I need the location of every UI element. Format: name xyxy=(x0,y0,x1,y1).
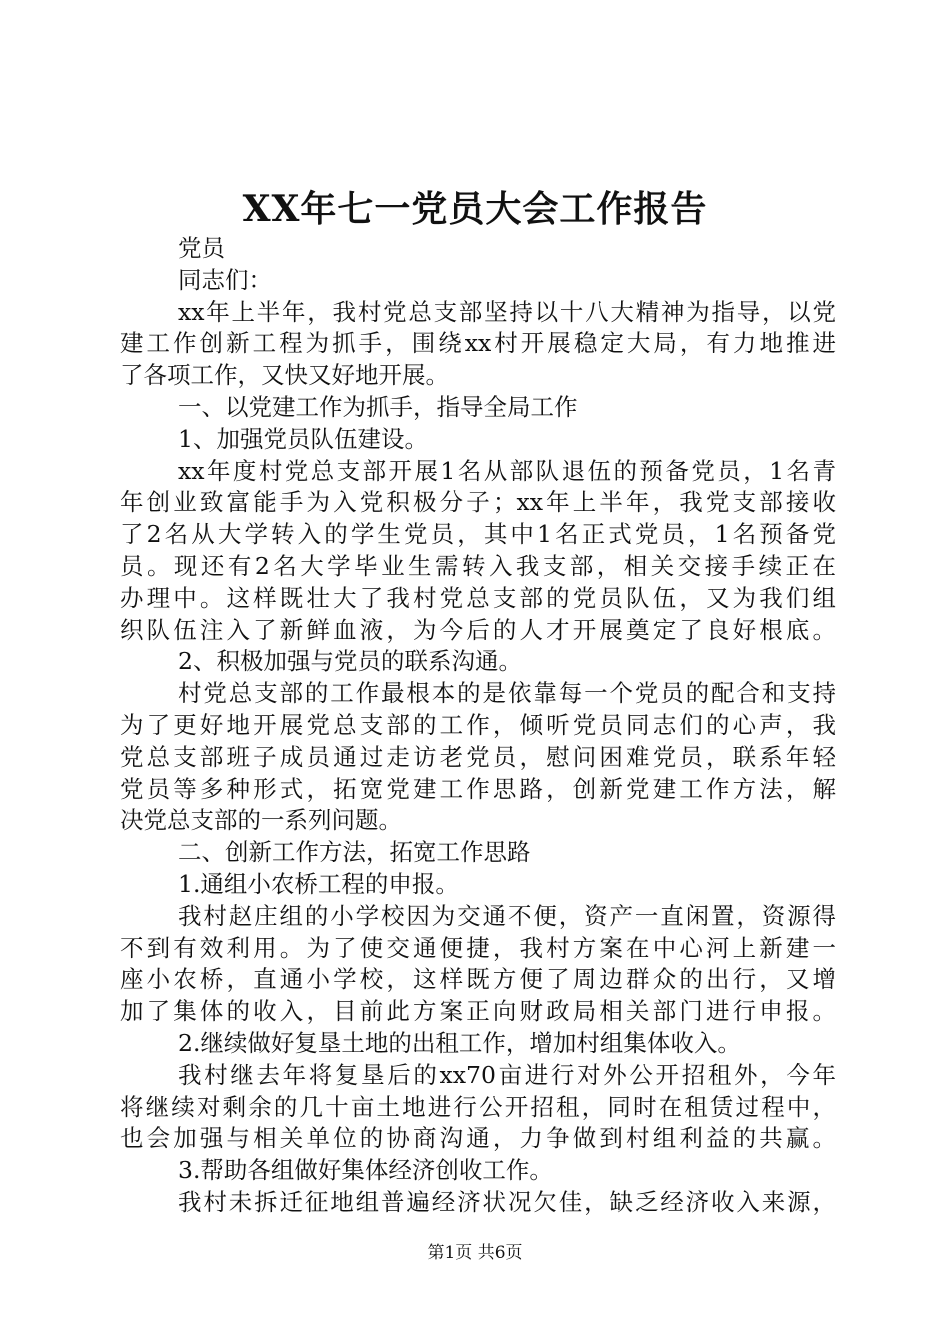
text-line: 织队伍注入了新鲜血液，为今后的人才开展奠定了良好根底。 xyxy=(120,615,836,644)
text-line: 年创业致富能手为入党积极分子；xx年上半年，我党支部接收 xyxy=(120,488,836,517)
text-line: 办理中。这样既壮大了我村党总支部的党员队伍，又为我们组 xyxy=(120,583,836,612)
text-line: 建工作创新工程为抓手，围绕xx村开展稳定大局，有力地推进 xyxy=(120,329,836,358)
document-title: XX年七一党员大会工作报告 xyxy=(242,188,708,230)
text-line: xx年度村党总支部开展1名从部队退伍的预备党员，1名青 xyxy=(178,456,836,485)
text-line: 我村未拆迁征地组普遍经济状况欠佳，缺乏经济收入来源， xyxy=(178,1187,836,1216)
subsection-heading-2-3: 3.帮助各组做好集体经济创收工作。 xyxy=(178,1156,553,1185)
text-line: 决党总支部的一系列问题。 xyxy=(120,806,402,835)
text-line: 村党总支部的工作最根本的是依靠每一个党员的配合和支持 xyxy=(178,679,836,708)
text-line: 不到有效利用。为了使交通便捷，我村方案在中心河上新建一 xyxy=(120,933,836,962)
text-line: 党员等多种形式，拓宽党建工作思路，创新党建工作方法，解 xyxy=(120,774,836,803)
subsection-heading-2-1: 1.通组小农桥工程的申报。 xyxy=(178,869,459,898)
text-line: 党总支部班子成员通过走访老党员，慰问困难党员，联系年轻 xyxy=(120,742,836,771)
text-line-salutation-1: 党员 xyxy=(178,234,225,262)
text-line: 为了更好地开展党总支部的工作，倾听党员同志们的心声，我 xyxy=(120,710,836,739)
text-line: 员。现还有2名大学毕业生需转入我支部，相关交接手续正在 xyxy=(120,551,836,580)
text-line: 加了集体的收入，目前此方案正向财政局相关部门进行申报。 xyxy=(120,997,836,1026)
text-line: 我村赵庄组的小学校因为交通不便，资产一直闲置，资源得 xyxy=(178,901,836,930)
subsection-heading-1-1: 1、加强党员队伍建设。 xyxy=(178,424,428,453)
subsection-heading-1-2: 2、积极加强与党员的联系沟通。 xyxy=(178,647,522,676)
subsection-heading-2-2: 2.继续做好复垦土地的出租工作，增加村组集体收入。 xyxy=(178,1028,741,1057)
text-line: 了各项工作，又快又好地开展。 xyxy=(120,361,449,390)
document-body xyxy=(120,233,836,1219)
text-line: 我村继去年将复垦后的xx70亩进行对外公开招租外，今年 xyxy=(178,1060,836,1089)
text-line: 座小农桥，直通小学校，这样既方便了周边群众的出行，又增 xyxy=(120,965,836,994)
section-heading-1: 一、以党建工作为抓手，指导全局工作 xyxy=(178,392,578,421)
text-line: xx年上半年，我村党总支部坚持以十八大精神为指导，以党 xyxy=(178,297,836,326)
text-line: 也会加强与相关单位的协商沟通，力争做到村组利益的共赢。 xyxy=(120,1124,836,1153)
text-line: 将继续对剩余的几十亩土地进行公开招租，同时在租赁过程中， xyxy=(120,1092,836,1121)
page-footer: 第1页 共6页 xyxy=(427,1243,523,1263)
section-heading-2: 二、创新工作方法，拓宽工作思路 xyxy=(178,838,531,867)
text-line-salutation-2: 同志们： xyxy=(178,265,272,294)
text-line: 了2名从大学转入的学生党员，其中1名正式党员，1名预备党 xyxy=(120,520,836,549)
